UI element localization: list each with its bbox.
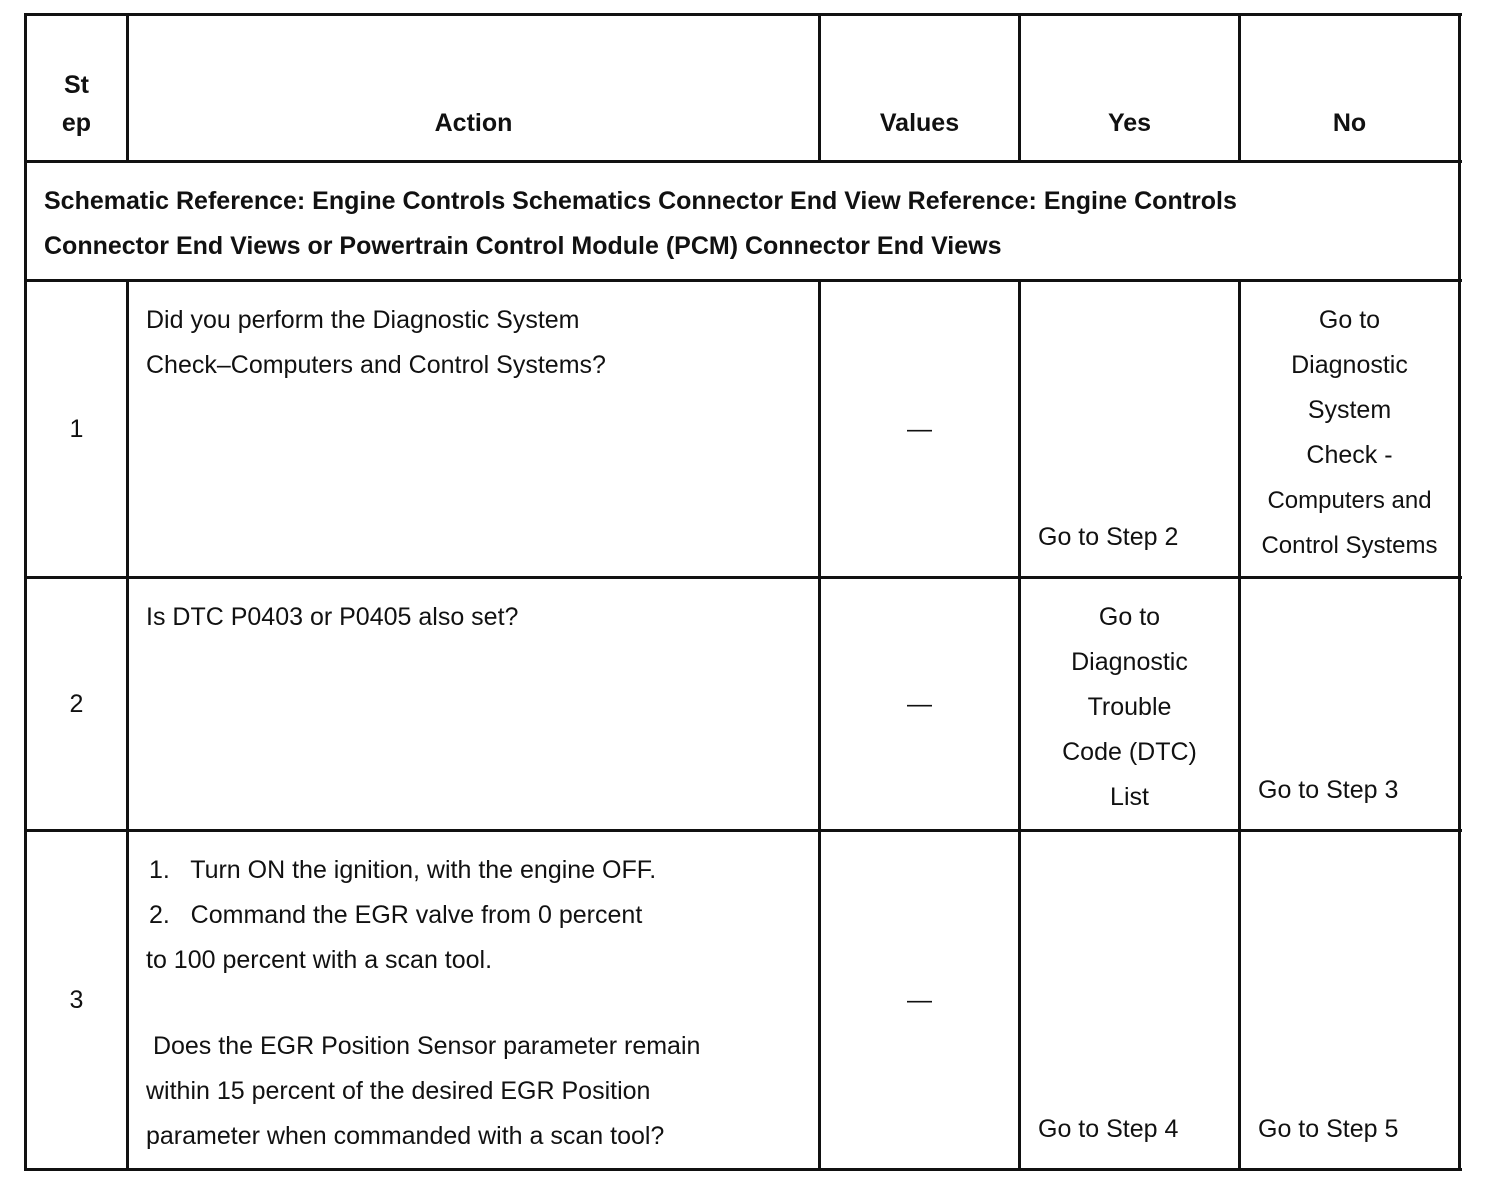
- reference-line: Connector End Views or Powertrain Control Module (PCM) Connector End Views: [44, 232, 1002, 260]
- no-line: System: [1307, 396, 1392, 424]
- action-question-line: within 15 percent of the desired EGR Position: [146, 1077, 651, 1105]
- action-line: Is DTC P0403 or P0405 also set?: [146, 603, 519, 631]
- diagnostic-table: [24, 13, 1462, 1173]
- header-no-label: No: [1332, 109, 1367, 137]
- no-line: Go to: [1318, 306, 1381, 334]
- yes-cell: [1021, 579, 1238, 829]
- step-number: [27, 832, 126, 1168]
- border-right: [1458, 13, 1461, 1171]
- header-step-line: St: [64, 71, 89, 99]
- action-list-item: 2. Command the EGR valve from 0 percent: [149, 901, 643, 929]
- action-cell: [129, 579, 818, 829]
- header-no: [1241, 16, 1458, 160]
- values-cell: [821, 282, 1018, 576]
- no-cell: [1241, 579, 1458, 829]
- action-line: Did you perform the Diagnostic System: [146, 306, 580, 334]
- yes-line: Trouble: [1087, 693, 1172, 721]
- no-link[interactable]: Go to Step 5: [1258, 1115, 1399, 1143]
- reference-line: Schematic Reference: Engine Controls Schematics Connector End View Reference: Engine Controls: [44, 187, 1237, 215]
- values-label: —: [907, 689, 932, 718]
- action-question-line: parameter when commanded with a scan tool?: [146, 1122, 665, 1150]
- no-line: Check -: [1306, 441, 1393, 469]
- schematic-reference: [27, 163, 1458, 279]
- header-step-line: ep: [61, 109, 92, 137]
- yes-line: Diagnostic: [1071, 648, 1188, 676]
- header-yes: [1021, 16, 1238, 160]
- yes-link[interactable]: Go to Step 4: [1038, 1115, 1179, 1143]
- action-question-line: Does the EGR Position Sensor parameter remain: [146, 1032, 701, 1060]
- action-line: to 100 percent with a scan tool.: [146, 946, 493, 974]
- action-cell: [129, 832, 818, 1168]
- no-link[interactable]: Go to Step 3: [1258, 776, 1399, 804]
- yes-cell: [1021, 282, 1238, 576]
- no-link[interactable]: [1241, 298, 1458, 568]
- header-action: [129, 16, 818, 160]
- header-step: [27, 16, 126, 160]
- no-line: Computers and: [1267, 487, 1432, 514]
- no-line: Control Systems: [1261, 532, 1438, 559]
- step-number: [27, 282, 126, 576]
- no-cell: [1241, 832, 1458, 1168]
- header-yes-label: Yes: [1107, 109, 1152, 137]
- spacer: [146, 983, 818, 1024]
- yes-line: Go to: [1098, 603, 1161, 631]
- no-line: Diagnostic: [1291, 351, 1408, 379]
- values-cell: [821, 832, 1018, 1168]
- border-bottom: [24, 1168, 1462, 1171]
- action-list-item: 1. Turn ON the ignition, with the engine OFF.: [149, 856, 657, 884]
- action-line: Check–Computers and Control Systems?: [146, 351, 606, 379]
- yes-link[interactable]: [1021, 595, 1238, 820]
- header-values: [821, 16, 1018, 160]
- action-cell: [129, 282, 818, 576]
- step-number-label: 2: [69, 689, 84, 718]
- values-label: —: [907, 985, 932, 1014]
- step-number-label: 3: [69, 985, 84, 1014]
- step-number-label: 1: [69, 414, 84, 443]
- yes-link[interactable]: Go to Step 2: [1038, 523, 1179, 551]
- header-action-label: Action: [434, 109, 513, 137]
- yes-cell: [1021, 832, 1238, 1168]
- header-values-label: Values: [879, 109, 960, 137]
- values-label: —: [907, 414, 932, 443]
- step-number: [27, 579, 126, 829]
- no-cell: [1241, 282, 1458, 576]
- yes-line: List: [1110, 783, 1149, 811]
- yes-line: Code (DTC): [1062, 738, 1197, 766]
- values-cell: [821, 579, 1018, 829]
